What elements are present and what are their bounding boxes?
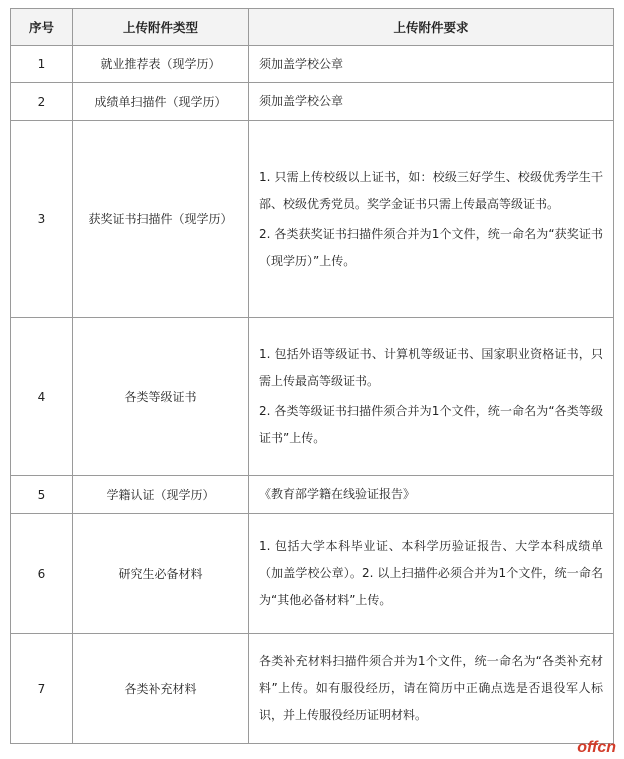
table-row [11, 121, 614, 318]
table-row [11, 83, 614, 121]
row-no: 1 [11, 46, 73, 83]
row-req [249, 514, 614, 634]
row-no: 4 [11, 318, 73, 476]
row-req [249, 46, 614, 83]
table-row [11, 634, 614, 744]
row-type: 各类等级证书 [73, 318, 249, 476]
row-req [249, 634, 614, 744]
row-type: 各类补充材料 [73, 634, 249, 744]
row-no: 3 [11, 121, 73, 318]
offcn-watermark: offcn [577, 739, 616, 756]
table-row [11, 46, 614, 83]
row-type: 获奖证书扫描件（现学历） [73, 121, 249, 318]
row-no: 2 [11, 83, 73, 121]
req-paragraph: 须加盖学校公章 [259, 56, 344, 71]
table-row [11, 476, 614, 514]
row-type: 成绩单扫描件（现学历） [73, 83, 249, 121]
req-paragraph: 2. 各类等级证书扫描件须合并为1个文件，统一命名为“各类等级证书”上传。 [259, 404, 603, 445]
req-paragraph: 1. 包括大学本科毕业证、本科学历验证报告、大学本科成绩单（加盖学校公章）。2. 以上扫描件必须合并为1个文件，统一命名为“其他必备材料”上传。 [259, 539, 603, 607]
row-req [249, 476, 614, 514]
row-type: 就业推荐表（现学历） [73, 46, 249, 83]
row-no: 5 [11, 476, 73, 514]
row-req [249, 318, 614, 476]
req-paragraph: 各类补充材料扫描件须合并为1个文件，统一命名为“各类补充材料”上传。如有服役经历，请在简历中正确点选是否退役军人标识，并上传服役经历证明材料。 [259, 654, 603, 722]
table-header-row [11, 9, 614, 46]
header-no: 序号 [11, 9, 73, 46]
table-row [11, 514, 614, 634]
row-no: 7 [11, 634, 73, 744]
req-paragraph: 《教育部学籍在线验证报告》 [259, 487, 416, 501]
header-type: 上传附件类型 [73, 9, 249, 46]
upload-attachments-table [10, 8, 614, 744]
row-req [249, 121, 614, 318]
req-paragraph: 1. 包括外语等级证书、计算机等级证书、国家职业资格证书，只需上传最高等级证书。 [259, 347, 603, 388]
row-no: 6 [11, 514, 73, 634]
row-type: 研究生必备材料 [73, 514, 249, 634]
req-paragraph: 2. 各类获奖证书扫描件须合并为1个文件，统一命名为“获奖证书（现学历）”上传。 [259, 226, 603, 268]
req-paragraph: 须加盖学校公章 [259, 94, 344, 108]
row-req [249, 83, 614, 121]
header-req: 上传附件要求 [249, 9, 614, 46]
row-type: 学籍认证（现学历） [73, 476, 249, 514]
table-row [11, 318, 614, 476]
req-paragraph: 1. 只需上传校级以上证书，如：校级三好学生、校级优秀学生干部、校级优秀党员。奖学金证书只需上传最高等级证书。 [259, 169, 603, 211]
